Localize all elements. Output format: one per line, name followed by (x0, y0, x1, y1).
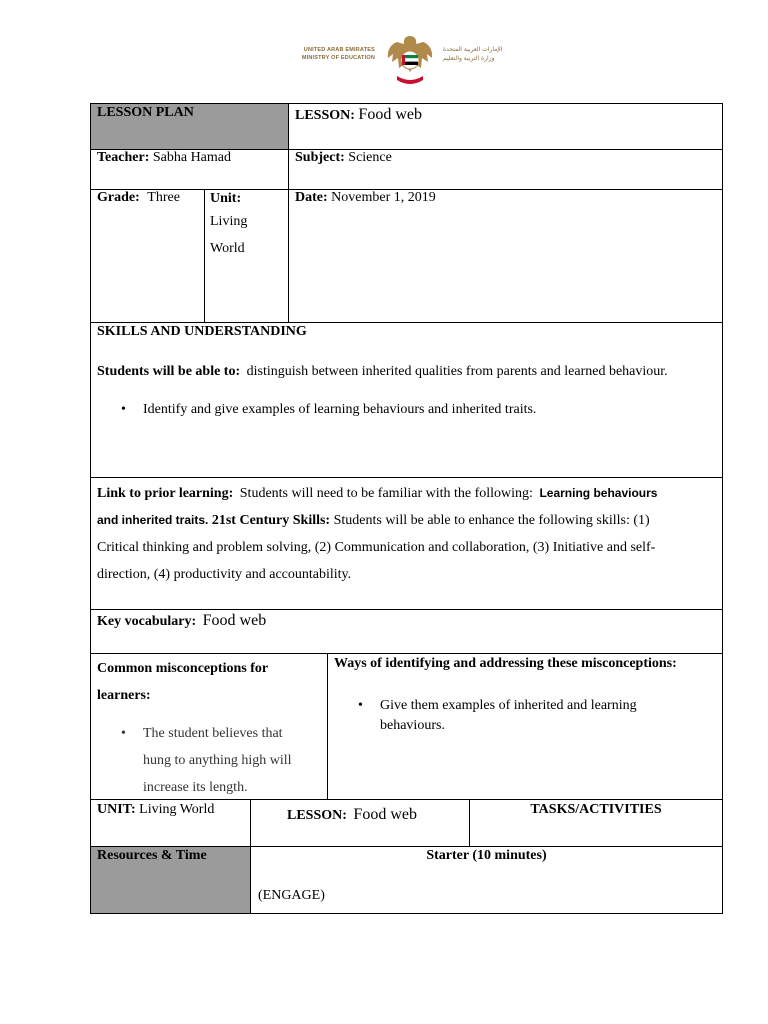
ministry-logo (283, 32, 538, 88)
misconception-bullet (143, 720, 292, 801)
unit-value-line1: Living (210, 214, 248, 229)
table-border (327, 653, 328, 800)
date-field (295, 190, 436, 206)
prior-line-3: Critical thinking and problem solving, (2) Communication and collaboration, (3) Initiative and self- (97, 540, 656, 555)
skills-bullet (143, 402, 536, 418)
table-border (90, 322, 723, 323)
addressing-line1: • Give them examples of inherited and learning (380, 698, 637, 713)
able-value: distinguish between inherited qualities from parents and learned behaviour. (246, 364, 668, 379)
prior-line-4: direction, (4) productivity and accountability. (97, 567, 352, 582)
able-label: Students will be able to: (97, 364, 241, 379)
misconceptions-heading-line2: learners: (97, 688, 151, 703)
unit-row-lesson-value: Food web (353, 806, 417, 823)
skills-able-line (97, 364, 668, 380)
prior-inline-2: and inherited traits. (97, 513, 209, 527)
table-border (90, 913, 723, 914)
teacher-label: Teacher: (97, 150, 150, 165)
table-border (90, 477, 723, 478)
prior-line-2 (97, 507, 717, 534)
lesson-value: Food web (358, 106, 422, 123)
century-label: 21st Century Skills: (211, 513, 331, 528)
table-border (90, 846, 723, 847)
ministry-name-ar (443, 45, 538, 63)
lesson-plan-title: LESSON PLAN (97, 105, 194, 120)
vocab-field (97, 612, 266, 630)
ministry-name-en (283, 46, 375, 62)
unit-row-lesson (287, 806, 417, 824)
misconception-line3: increase its length. (143, 780, 248, 795)
ministry-en-line1: UNITED ARAB EMIRATES (303, 47, 375, 53)
table-border (722, 103, 723, 914)
table-border (288, 103, 289, 323)
vocab-value: Food web (202, 612, 267, 629)
prior-label: Link to prior learning: (97, 486, 234, 501)
subject-label: Subject: (295, 150, 345, 165)
vocab-label: Key vocabulary: (97, 614, 197, 629)
date-value: November 1, 2019 (331, 190, 436, 205)
unit-label: Unit: (210, 191, 242, 206)
skills-heading: SKILLS AND UNDERSTANDING (97, 324, 307, 339)
lesson-field (295, 106, 422, 124)
skills-bullet-text: Identify and give examples of learning behaviours and inherited traits. (143, 402, 537, 417)
ministry-ar-line1: الإمارات العربية المتحدة (443, 46, 503, 53)
unit-value-line2: World (210, 241, 245, 256)
teacher-value: Sabha Hamad (152, 150, 232, 165)
unit-row-lesson-label: LESSON: (287, 808, 347, 823)
prior-inline-1: Learning behaviours (539, 486, 658, 500)
uae-emblem-icon (383, 32, 437, 88)
table-border (90, 609, 723, 610)
addressing-bullet (380, 696, 637, 736)
subject-value: Science (348, 150, 392, 165)
prior-text-1: Students will need to be familiar with the following: (239, 486, 533, 501)
tasks-activities-heading: TASKS/ACTIVITIES (530, 802, 662, 817)
table-border (204, 189, 205, 323)
century-text: Students will be able to enhance the following skills: (1) (333, 513, 650, 528)
grade-field (97, 190, 180, 206)
prior-learning (97, 480, 717, 588)
addressing-line2: behaviours. (380, 718, 445, 733)
teacher-field (97, 150, 231, 166)
subject-field (295, 150, 392, 166)
grade-value: Three (147, 190, 180, 205)
starter-heading: Starter (10 minutes) (426, 848, 547, 863)
misconceptions-heading (97, 655, 268, 709)
misconceptions-heading-line1: Common misconceptions for (97, 661, 269, 676)
table-border (90, 653, 723, 654)
addressing-heading: Ways of identifying and addressing these misconceptions: (334, 656, 677, 671)
unit-row-unit-value: Living World (139, 802, 215, 817)
unit-row-unit-label: UNIT: (97, 802, 136, 817)
misconception-line1: • The student believes that (143, 726, 283, 741)
unit-row-unit (97, 802, 214, 818)
resources-time-label: Resources & Time (97, 848, 207, 863)
engage-label: (ENGAGE) (258, 888, 325, 903)
date-label: Date: (295, 190, 328, 205)
prior-line-1 (97, 480, 717, 507)
misconception-line2: hung to anything high will (143, 753, 292, 768)
ministry-en-line2: MINISTRY OF EDUCATION (301, 55, 375, 61)
unit-field (210, 190, 247, 262)
table-border (90, 103, 723, 104)
ministry-ar-line2: وزارة التربية والتعليم (443, 55, 495, 62)
lesson-label: LESSON: (295, 108, 355, 123)
grade-label: Grade: (97, 190, 140, 205)
table-border (90, 103, 91, 914)
